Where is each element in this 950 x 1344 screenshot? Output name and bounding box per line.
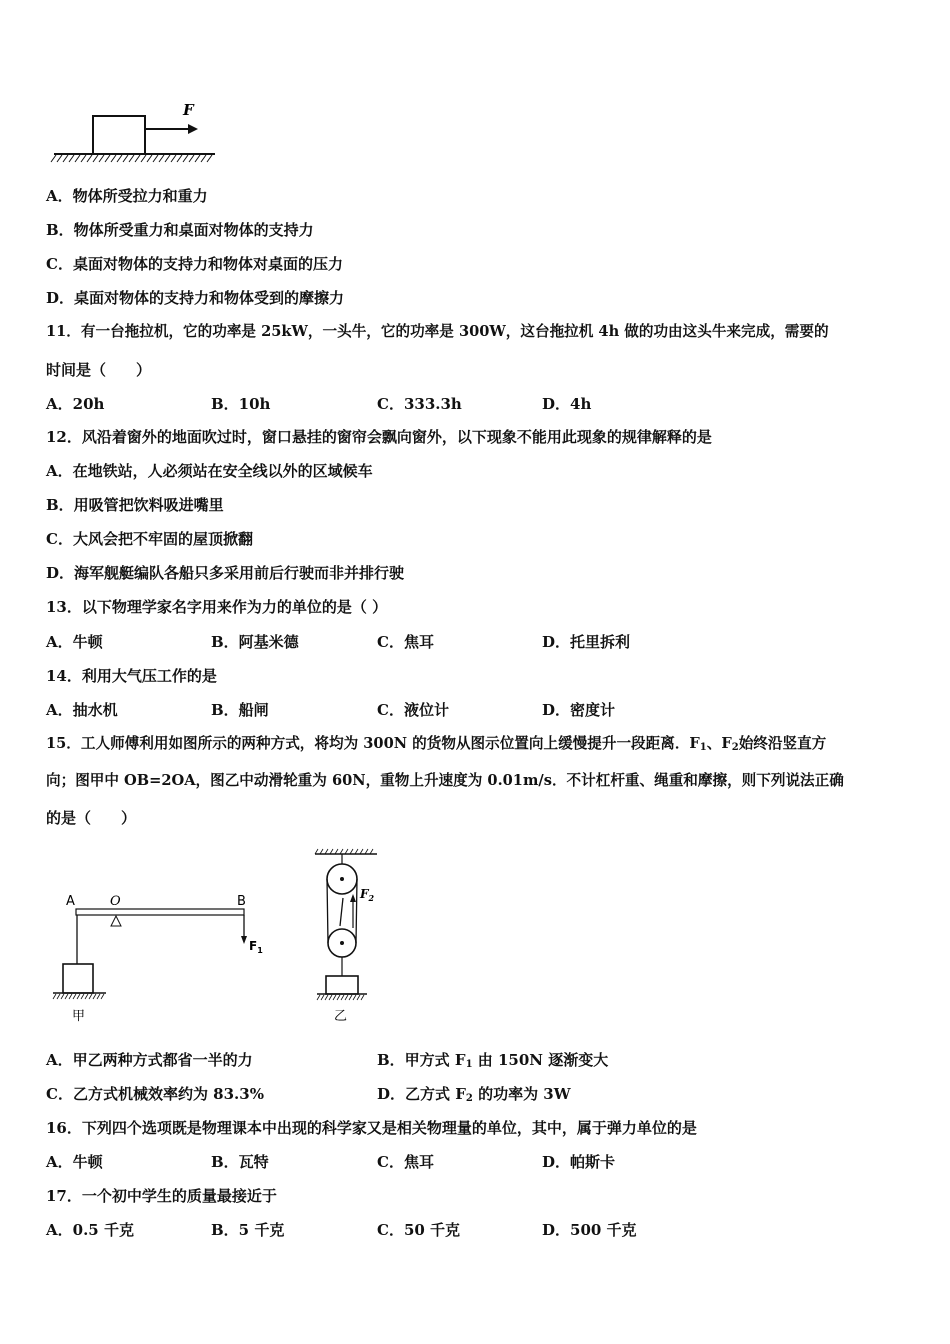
svg-text:F1: $F_1$ — [249, 939, 263, 955]
q15-option-d: D．乙方式 $F_2$ 的功率为 3W — [377, 1085, 571, 1104]
q11-option-c: C．333.3h — [377, 395, 462, 413]
figure-yi-pulley — [305, 848, 415, 1028]
q15-option-a: A．甲乙两种方式都省一半的力 — [46, 1051, 253, 1069]
q14-stem: 14．利用大气压工作的是 — [46, 667, 217, 685]
q11-option-b: B．10h — [211, 395, 271, 413]
q15-option-c: C．乙方式机械效率约为 83.3% — [46, 1085, 264, 1103]
svg-text:B: B — [237, 894, 246, 909]
q15-option-b: B．甲方式 $F_1$ 由 150N 逐渐变大 — [377, 1051, 609, 1070]
q17-option-d: D．500 千克 — [542, 1221, 637, 1239]
q17-stem: 17．一个初中学生的质量最接近于 — [46, 1187, 277, 1205]
q10-option-c: C．桌面对物体的支持力和物体对桌面的压力 — [46, 255, 343, 273]
block — [93, 116, 145, 154]
weight-jia — [63, 964, 93, 993]
fulcrum — [111, 916, 121, 926]
q11-stem-line2: 时间是（ ） — [46, 361, 152, 379]
q15-stem-line3: 的是（ ） — [46, 809, 137, 827]
lever-bar — [76, 909, 244, 915]
q16-option-c: C．焦耳 — [377, 1153, 434, 1171]
weight-yi — [326, 976, 358, 994]
q12-option-d: D．海军舰艇编队各船只多采用前后行驶而非并排行驶 — [46, 564, 405, 582]
q13-option-b: B．阿基米德 — [211, 633, 299, 651]
q16-option-b: B．瓦特 — [211, 1153, 269, 1171]
q12-stem: 12．风沿着窗外的地面吹过时，窗口悬挂的窗帘会飘向窗外，以下现象不能用此现象的规律解释的是 — [46, 428, 712, 446]
q12-option-c: C．大风会把不牢固的屋顶掀翻 — [46, 530, 253, 548]
svg-text:A: A — [66, 894, 75, 909]
q13-option-d: D．托里拆利 — [542, 633, 631, 651]
q17-option-b: B．5 千克 — [211, 1221, 285, 1239]
q16-stem: 16．下列四个选项既是物理课本中出现的科学家又是相关物理量的单位，其中，属于弹力单位的是 — [46, 1119, 697, 1137]
q10-option-d: D．桌面对物体的支持力和物体受到的摩擦力 — [46, 289, 345, 307]
force-label: F — [183, 101, 194, 119]
q16-option-a: A．牛顿 — [46, 1153, 103, 1171]
q16-option-d: D．帕斯卡 — [542, 1153, 616, 1171]
q11-option-d: D．4h — [542, 395, 592, 413]
q14-option-b: B．船闸 — [211, 701, 269, 719]
q10-option-a: A．物体所受拉力和重力 — [46, 187, 208, 205]
block-force-figure — [50, 98, 220, 168]
ground-hatching — [51, 155, 212, 162]
q17-option-a: A．0.5 千克 — [46, 1221, 134, 1239]
q13-option-a: A．牛顿 — [46, 633, 103, 651]
q14-option-a: A．抽水机 — [46, 701, 118, 719]
q10-option-b: B．物体所受重力和桌面对物体的支持力 — [46, 221, 314, 239]
q13-option-c: C．焦耳 — [377, 633, 434, 651]
caption-jia: 甲 — [72, 1009, 86, 1024]
q14-option-c: C．液位计 — [377, 701, 449, 719]
q12-option-b: B．用吸管把饮料吸进嘴里 — [46, 496, 224, 514]
caption-yi: 乙 — [334, 1009, 348, 1024]
q14-option-d: D．密度计 — [542, 701, 616, 719]
q15-stem-line1: 15．工人师傅利用如图所示的两种方式，将均为 300N 的货物从图示位置向上缓慢提升一段距离．$F_1$、$F_2$始终沿竖直方 — [46, 735, 827, 753]
q17-option-c: C．50 千克 — [377, 1221, 461, 1239]
q13-stem: 13．以下物理学家名字用来作为力的单位的是（ ） — [46, 598, 388, 616]
svg-text:O: O — [110, 894, 121, 909]
q15-stem-line2: 向；图甲中 OB=2OA，图乙中动滑轮重为 60N，重物上升速度为 0.01m/s．不计杠杆重、绳重和摩擦，则下列说法正确 — [46, 772, 844, 789]
figure-jia-lever — [48, 848, 278, 1028]
q11-stem-line1: 11．有一台拖拉机，它的功率是 25kW，一头牛，它的功率是 300W，这台拖拉机 4h 做的功由这头牛来完成，需要的 — [46, 323, 829, 340]
q12-option-a: A．在地铁站，人必须站在安全线以外的区域候车 — [46, 462, 373, 480]
svg-text:F2: $F_2$ — [360, 887, 375, 903]
q11-option-a: A．20h — [46, 395, 105, 413]
